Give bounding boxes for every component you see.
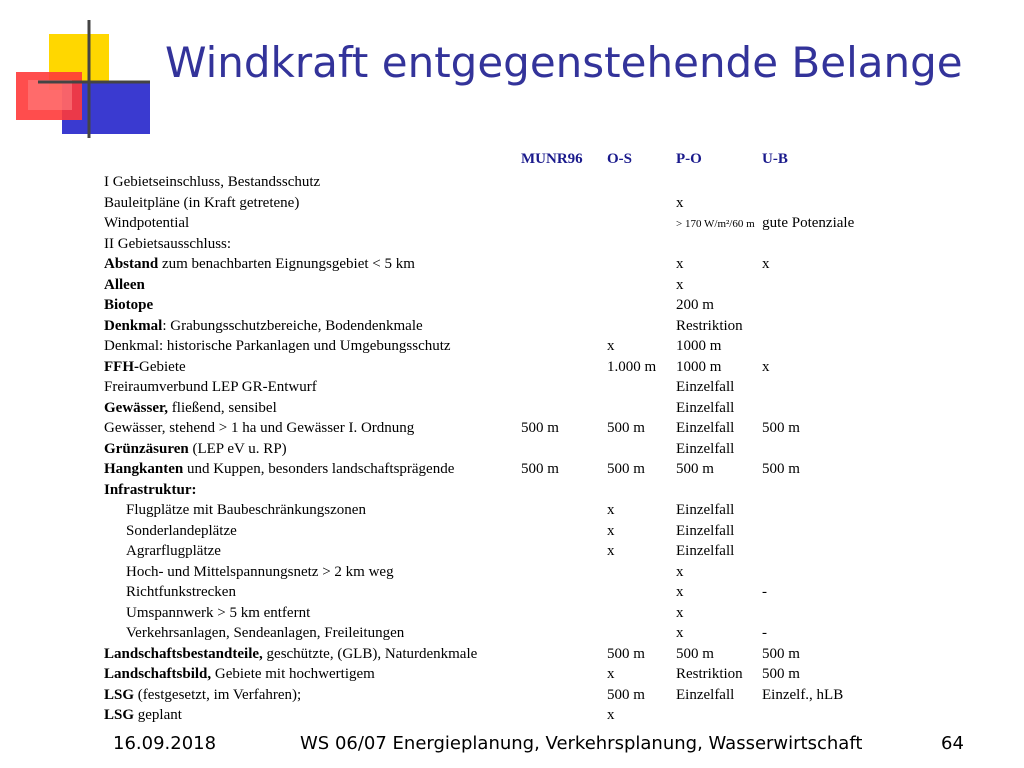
row-label-part: Verkehrsanlagen, Sendeanlagen, Freileitungen <box>126 625 405 641</box>
cell-os: 500 m <box>607 645 645 662</box>
row-label <box>104 398 277 418</box>
cell-po: 200 m <box>676 297 714 313</box>
cell-ub: 500 m <box>762 461 800 477</box>
cell-po: 1000 m <box>676 338 722 354</box>
cell-po: x <box>676 625 684 641</box>
row-label-part: Flugplätze mit Baubeschränkungszonen <box>126 502 366 518</box>
cell-ub: x <box>762 256 770 272</box>
row-label <box>104 377 317 397</box>
row-label-part: Freiraumverbund LEP GR-Entwurf <box>104 379 317 395</box>
row-label <box>126 541 221 561</box>
table-row <box>0 644 1024 664</box>
cell-po: 500 m <box>676 461 714 477</box>
row-label-part: (LEP eV u. RP) <box>188 440 287 457</box>
table-row <box>0 541 1024 561</box>
cell-munr: 500 m <box>521 461 559 477</box>
cell-os: x <box>607 543 615 559</box>
table-row <box>0 562 1024 582</box>
cell-po: Einzelfall <box>676 440 735 457</box>
row-label-part: Hoch- und Mittelspannungsnetz > 2 km weg <box>126 563 394 580</box>
table-row <box>0 234 1024 254</box>
cell-os: x <box>607 707 615 723</box>
row-label <box>104 459 454 479</box>
row-label-part: Gebiete mit hochwertigem <box>211 666 375 682</box>
cell-po: Einzelfall <box>676 420 735 436</box>
cell-ub: - <box>762 625 767 641</box>
row-label <box>104 316 423 336</box>
table-row <box>0 664 1024 684</box>
cell-po: Einzelfall <box>676 686 735 703</box>
cell-po: x <box>676 604 684 621</box>
windpotential-note: gute Potenziale <box>754 215 855 231</box>
footer-page-number: 64 <box>941 733 964 754</box>
row-label <box>104 685 301 705</box>
row-label-part: Windpotential <box>104 215 190 231</box>
cell-po: Restriktion <box>676 317 743 334</box>
table-row <box>0 521 1024 541</box>
table-row <box>0 480 1024 500</box>
footer-date: 16.09.2018 <box>113 733 217 754</box>
row-label <box>126 603 310 623</box>
row-label <box>126 500 366 520</box>
row-label-part: LSG <box>104 686 135 703</box>
cell-po: Einzelfall <box>676 502 735 518</box>
row-label-part: Gewässer, <box>104 399 169 416</box>
table-row <box>0 336 1024 356</box>
table-row <box>0 275 1024 295</box>
cell-po: x <box>676 584 684 600</box>
row-label-part: und Kuppen, besonders landschaftsprägende <box>183 461 455 477</box>
row-label-part: LSG <box>104 707 135 723</box>
row-label-part: (festgesetzt, im Verfahren); <box>134 686 302 703</box>
row-label-part: zum benachbarten Eignungsgebiet < 5 km <box>158 256 415 272</box>
cell-os: 500 m <box>607 420 645 436</box>
row-label-part: I Gebietseinschluss, Bestandsschutz <box>104 174 321 190</box>
row-label <box>104 254 415 274</box>
table-row <box>0 377 1024 397</box>
table-row <box>0 603 1024 623</box>
row-label <box>104 172 320 192</box>
row-label-part: FFH- <box>104 358 139 375</box>
table-row <box>0 213 1024 233</box>
cell-po: x <box>676 194 684 211</box>
row-label-part: Hangkanten <box>104 461 184 477</box>
cell-ub: 500 m <box>762 666 800 682</box>
row-label-part: Landschaftsbestandteile, <box>104 645 263 662</box>
row-label <box>104 357 186 377</box>
decorative-logo-squares <box>0 0 160 140</box>
row-label <box>104 193 299 213</box>
cell-po: Einzelfall <box>676 543 735 559</box>
row-label <box>104 295 153 315</box>
row-label-part: Agrarflugplätze <box>126 543 221 559</box>
table-row <box>0 357 1024 377</box>
row-label-part: Denkmal: historische Parkanlagen und Umgebungsschutz <box>104 338 451 354</box>
table-header <box>0 151 1024 171</box>
row-label <box>126 623 404 643</box>
row-label-part: Landschaftsbild, <box>104 666 212 682</box>
cell-po: x <box>676 256 684 272</box>
row-label-part: Biotope <box>104 297 154 313</box>
row-label-part: Alleen <box>104 276 145 293</box>
table-row <box>0 459 1024 479</box>
row-label-part: Gewässer, stehend > 1 ha und Gewässer I. Ordnung <box>104 420 415 436</box>
cell-ub: x <box>762 358 770 375</box>
table-row <box>0 705 1024 725</box>
row-label-part: Denkmal <box>104 317 163 334</box>
cell-os: x <box>607 338 615 354</box>
cell-ub: Einzelf., hLB <box>762 686 844 703</box>
row-label-part: Bauleitpläne (in Kraft getretene) <box>104 194 300 211</box>
cell-ub: 500 m <box>762 645 800 662</box>
table-row <box>0 439 1024 459</box>
row-label <box>104 418 414 438</box>
row-label <box>104 705 182 725</box>
row-label-part: II Gebietsausschluss: <box>104 235 232 252</box>
table-row <box>0 623 1024 643</box>
cell-munr: 500 m <box>521 420 559 436</box>
row-label-part: fließend, sensibel <box>168 399 277 416</box>
column-header-os: O-S <box>607 151 633 167</box>
row-label-part: Gebiete <box>139 358 186 375</box>
row-label-part: Sonderlandeplätze <box>126 522 237 539</box>
row-label-part: Abstand <box>104 256 159 272</box>
cell-po: Einzelfall <box>676 522 735 539</box>
cell-po: 500 m <box>676 645 714 662</box>
cell-po: x <box>676 276 684 293</box>
row-label <box>104 480 197 500</box>
row-label-part: : Grabungsschutzbereiche, Bodendenkmale <box>162 317 423 334</box>
row-label-part: Infrastruktur: <box>104 481 197 498</box>
cell-po: x <box>676 563 684 580</box>
table-row <box>0 418 1024 438</box>
cell-po: Einzelfall <box>676 399 735 416</box>
table-row <box>0 398 1024 418</box>
row-label <box>104 664 375 684</box>
row-label <box>126 582 236 602</box>
table-row <box>0 254 1024 274</box>
row-label-part: Grünzäsuren <box>104 440 189 457</box>
row-label <box>104 275 145 295</box>
table-row <box>0 685 1024 705</box>
row-label <box>104 644 477 664</box>
windpotential-threshold: > 170 W/m²/60 m <box>676 218 755 230</box>
row-label <box>104 439 287 459</box>
row-label-part: Umspannwerk > 5 km entfernt <box>126 604 311 621</box>
table-row <box>0 193 1024 213</box>
cell-os: x <box>607 502 615 518</box>
row-label-part: geplant <box>134 707 182 723</box>
column-header-po: P-O <box>676 151 702 167</box>
cell-po: Restriktion <box>676 666 743 682</box>
column-header-munr: MUNR96 <box>521 151 583 167</box>
row-label <box>126 521 237 541</box>
row-label <box>104 234 231 254</box>
cell-os: 1.000 m <box>607 358 657 375</box>
cell-ub: - <box>762 584 767 600</box>
cell-po: 1000 m <box>676 358 722 375</box>
cell-os: 500 m <box>607 686 645 703</box>
row-label <box>126 562 394 582</box>
cell-po-windpotential <box>676 213 854 234</box>
table-row <box>0 316 1024 336</box>
table-row <box>0 500 1024 520</box>
cell-po: Einzelfall <box>676 379 735 395</box>
cell-ub: 500 m <box>762 420 800 436</box>
row-label-part: geschützte, (GLB), Naturdenkmale <box>262 645 478 662</box>
cell-os: x <box>607 666 615 682</box>
row-label <box>104 336 451 356</box>
cell-os: x <box>607 522 615 539</box>
page-title: Windkraft entgegenstehende Belange <box>165 38 963 87</box>
column-header-ub: U-B <box>762 151 788 167</box>
table-row <box>0 582 1024 602</box>
table-row <box>0 172 1024 192</box>
table-row <box>0 295 1024 315</box>
row-label <box>104 213 189 233</box>
cell-os: 500 m <box>607 461 645 477</box>
row-label-part: Richtfunkstrecken <box>126 584 236 600</box>
footer-course-title: WS 06/07 Energieplanung, Verkehrsplanung, Wasserwirtschaft <box>300 733 863 754</box>
